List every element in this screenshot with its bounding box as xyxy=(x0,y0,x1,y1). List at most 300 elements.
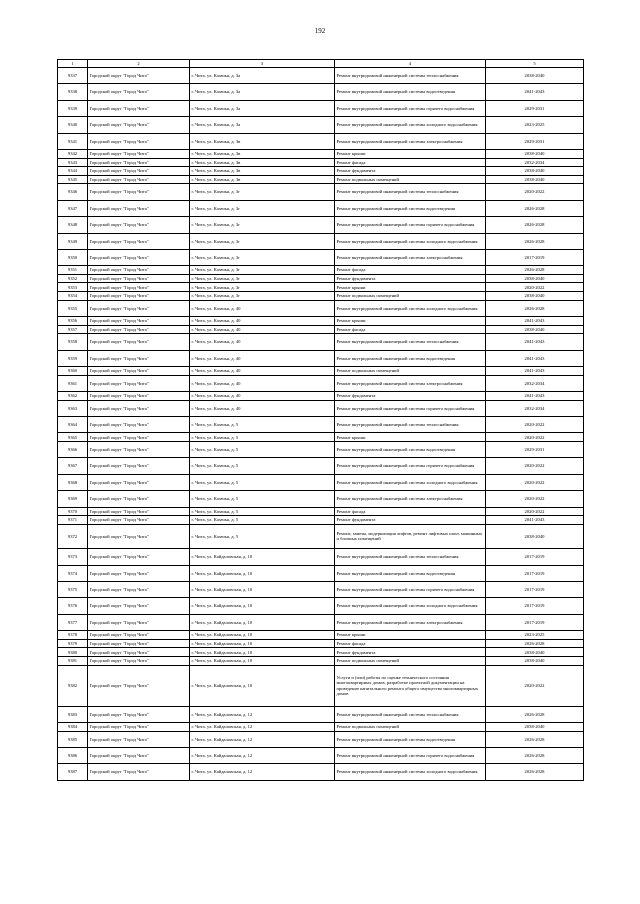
address-cell: г. Чита, ул. Казачья, д. 3г xyxy=(190,184,335,200)
address-cell: г. Чита, ул. Кайдаловская, д. 12 xyxy=(190,731,335,747)
row-number-cell: 9365 xyxy=(58,433,88,442)
work-type-cell: Ремонт внутридомовой инженерной системы холодного водоснабжения xyxy=(335,233,486,249)
period-cell: 2026-2028 xyxy=(486,217,584,233)
municipality-cell: Городской округ "Город Чита" xyxy=(88,133,190,149)
work-type-cell: Ремонт подвальных помещений xyxy=(335,292,486,301)
address-cell: г. Чита, ул. Казачья, д. 3г xyxy=(190,249,335,265)
municipality-cell: Городской округ "Город Чита" xyxy=(88,367,190,376)
municipality-cell: Городской округ "Город Чита" xyxy=(88,249,190,265)
work-type-cell: Ремонт внутридомовой инженерной системы теплоснабжения xyxy=(335,184,486,200)
address-cell: г. Чита, ул. Казачья, д. 40 xyxy=(190,375,335,391)
address-cell: г. Чита, ул. Кайдаловская, д. 10 xyxy=(190,549,335,565)
address-cell: г. Чита, ул. Казачья, д. 5 xyxy=(190,433,335,442)
row-number-cell: 9340 xyxy=(58,117,88,133)
address-cell: г. Чита, ул. Казачья, д. 3г xyxy=(190,266,335,275)
row-number-cell: 9352 xyxy=(58,274,88,283)
municipality-cell: Городской округ "Город Чита" xyxy=(88,158,190,167)
row-number-cell: 9350 xyxy=(58,249,88,265)
address-cell: г. Чита, ул. Кайдаловская, д. 12 xyxy=(190,706,335,722)
work-type-cell: Ремонт внутридомовой инженерной системы холодного водоснабжения xyxy=(335,300,486,316)
row-number-cell: 9385 xyxy=(58,731,88,747)
municipality-cell: Городской округ "Город Чита" xyxy=(88,516,190,525)
work-type-cell: Ремонт крыши xyxy=(335,317,486,326)
row-number-cell: 9357 xyxy=(58,325,88,334)
row-number-cell: 9384 xyxy=(58,722,88,731)
period-cell: 2026-2028 xyxy=(486,266,584,275)
work-type-cell: Ремонт внутридомовой инженерной системы горячего водоснабжения xyxy=(335,400,486,416)
municipality-cell: Городской округ "Город Чита" xyxy=(88,200,190,216)
address-cell: г. Чита, ул. Казачья, д. 3г xyxy=(190,217,335,233)
municipality-cell: Городской округ "Город Чита" xyxy=(88,582,190,598)
table-row xyxy=(58,392,584,401)
period-cell: 2020-2022 xyxy=(486,507,584,516)
municipality-cell: Городской округ "Город Чита" xyxy=(88,117,190,133)
row-number-cell: 9338 xyxy=(58,84,88,100)
table-row xyxy=(58,565,584,581)
row-number-cell: 9379 xyxy=(58,639,88,648)
table-row xyxy=(58,706,584,722)
address-cell: г. Чита, ул. Казачья, д. 3г xyxy=(190,292,335,301)
address-cell: г. Чита, ул. Казачья, д. 3а xyxy=(190,117,335,133)
work-type-cell: Ремонт крыши xyxy=(335,283,486,292)
municipality-cell: Городской округ "Город Чита" xyxy=(88,416,190,432)
municipality-cell: Городской округ "Город Чита" xyxy=(88,283,190,292)
period-cell: 2032-2034 xyxy=(486,375,584,391)
municipality-cell: Городской округ "Город Чита" xyxy=(88,433,190,442)
period-cell: 2041-2043 xyxy=(486,84,584,100)
capital-repair-table xyxy=(57,59,584,781)
period-cell: 2029-2031 xyxy=(486,133,584,149)
row-number-cell: 9370 xyxy=(58,507,88,516)
table-row xyxy=(58,507,584,516)
period-cell: 2038-2040 xyxy=(486,524,584,549)
row-number-cell: 9375 xyxy=(58,582,88,598)
period-cell: 2026-2028 xyxy=(486,200,584,216)
municipality-cell: Городской округ "Город Чита" xyxy=(88,731,190,747)
address-cell: г. Чита, ул. Казачья, д. 3в xyxy=(190,133,335,149)
table-row xyxy=(58,416,584,432)
address-cell: г. Чита, ул. Кайдаловская, д. 10 xyxy=(190,648,335,657)
period-cell: 2026-2028 xyxy=(486,300,584,316)
row-number-cell: 9342 xyxy=(58,149,88,158)
period-cell: 2029-2031 xyxy=(486,100,584,116)
table-row xyxy=(58,524,584,549)
work-type-cell: Ремонт внутридомовой инженерной системы электроснабжения xyxy=(335,249,486,265)
municipality-cell: Городской округ "Город Чита" xyxy=(88,549,190,565)
table-row xyxy=(58,639,584,648)
period-cell: 2029-2031 xyxy=(486,441,584,457)
table-row xyxy=(58,458,584,474)
row-number-cell: 9377 xyxy=(58,614,88,630)
table-row xyxy=(58,367,584,376)
table-row xyxy=(58,283,584,292)
column-header: 3 xyxy=(190,60,335,68)
work-type-cell: Ремонт внутридомовой инженерной системы теплоснабжения xyxy=(335,416,486,432)
period-cell: 2026-2028 xyxy=(486,764,584,780)
row-number-cell: 9372 xyxy=(58,524,88,549)
work-type-cell: Ремонт внутридомовой инженерной системы электроснабжения xyxy=(335,375,486,391)
address-cell: г. Чита, ул. Казачья, д. 5 xyxy=(190,524,335,549)
row-number-cell: 9339 xyxy=(58,100,88,116)
work-type-cell: Ремонт внутридомовой инженерной системы теплоснабжения xyxy=(335,549,486,565)
municipality-cell: Городской округ "Город Чита" xyxy=(88,507,190,516)
table-row xyxy=(58,217,584,233)
period-cell: 2038-2040 xyxy=(486,167,584,176)
work-type-cell: Ремонт подвальных помещений xyxy=(335,367,486,376)
period-cell: 2023-2025 xyxy=(486,631,584,640)
address-cell: г. Чита, ул. Кайдаловская, д. 10 xyxy=(190,582,335,598)
table-row xyxy=(58,400,584,416)
address-cell: г. Чита, ул. Казачья, д. 40 xyxy=(190,367,335,376)
table-row xyxy=(58,474,584,490)
row-number-cell: 9359 xyxy=(58,350,88,366)
municipality-cell: Городской округ "Город Чита" xyxy=(88,392,190,401)
table-row xyxy=(58,747,584,763)
period-cell: 2041-2043 xyxy=(486,392,584,401)
work-type-cell: Ремонт фасада xyxy=(335,325,486,334)
work-type-cell: Ремонт крыши xyxy=(335,433,486,442)
address-cell: г. Чита, ул. Кайдаловская, д. 10 xyxy=(190,614,335,630)
work-type-cell: Ремонт фасада xyxy=(335,266,486,275)
municipality-cell: Городской округ "Город Чита" xyxy=(88,747,190,763)
municipality-cell: Городской округ "Город Чита" xyxy=(88,614,190,630)
work-type-cell: Ремонт фундамента xyxy=(335,392,486,401)
work-type-cell: Ремонт фасада xyxy=(335,507,486,516)
municipality-cell: Городской округ "Город Чита" xyxy=(88,656,190,665)
row-number-cell: 9347 xyxy=(58,200,88,216)
municipality-cell: Городской округ "Город Чита" xyxy=(88,325,190,334)
work-type-cell: Услуги и (или) работы по оценке технического состояния многоквартирных домов, разработке проектной документации на проведение капитального ремонта общего имущества многоквартирных домов xyxy=(335,665,486,706)
table-row xyxy=(58,133,584,149)
row-number-cell: 9373 xyxy=(58,549,88,565)
period-cell: 2020-2022 xyxy=(486,474,584,490)
address-cell: г. Чита, ул. Казачья, д. 3а xyxy=(190,84,335,100)
work-type-cell: Ремонт фундамента xyxy=(335,516,486,525)
work-type-cell: Ремонт внутридомовой инженерной системы теплоснабжения xyxy=(335,68,486,84)
work-type-cell: Ремонт фундамента xyxy=(335,167,486,176)
work-type-cell: Ремонт внутридомовой инженерной системы водоотведения xyxy=(335,565,486,581)
period-cell: 2038-2040 xyxy=(486,274,584,283)
period-cell: 2026-2028 xyxy=(486,233,584,249)
period-cell: 2020-2022 xyxy=(486,458,584,474)
address-cell: г. Чита, ул. Казачья, д. 3а xyxy=(190,100,335,116)
period-cell: 2038-2040 xyxy=(486,722,584,731)
municipality-cell: Городской округ "Город Чита" xyxy=(88,68,190,84)
table-row xyxy=(58,325,584,334)
period-cell: 2026-2028 xyxy=(486,747,584,763)
municipality-cell: Городской округ "Город Чита" xyxy=(88,274,190,283)
work-type-cell: Ремонт фасада xyxy=(335,639,486,648)
work-type-cell: Ремонт фундамента xyxy=(335,274,486,283)
address-cell: г. Чита, ул. Казачья, д. 40 xyxy=(190,334,335,350)
row-number-cell: 9337 xyxy=(58,68,88,84)
address-cell: г. Чита, ул. Казачья, д. 3г xyxy=(190,200,335,216)
work-type-cell: Ремонт внутридомовой инженерной системы холодного водоснабжения xyxy=(335,474,486,490)
work-type-cell: Ремонт внутридомовой инженерной системы горячего водоснабжения xyxy=(335,100,486,116)
work-type-cell: Ремонт внутридомовой инженерной системы холодного водоснабжения xyxy=(335,764,486,780)
table-row xyxy=(58,598,584,614)
municipality-cell: Городской округ "Город Чита" xyxy=(88,491,190,507)
municipality-cell: Городской округ "Город Чита" xyxy=(88,648,190,657)
period-cell: 2017-2019 xyxy=(486,565,584,581)
address-cell: г. Чита, ул. Казачья, д. 40 xyxy=(190,300,335,316)
period-cell: 2017-2019 xyxy=(486,614,584,630)
row-number-cell: 9374 xyxy=(58,565,88,581)
table-row xyxy=(58,582,584,598)
period-cell: 2020-2022 xyxy=(486,491,584,507)
address-cell: г. Чита, ул. Кайдаловская, д. 10 xyxy=(190,565,335,581)
period-cell: 2020-2022 xyxy=(486,184,584,200)
municipality-cell: Городской округ "Город Чита" xyxy=(88,350,190,366)
row-number-cell: 9368 xyxy=(58,474,88,490)
municipality-cell: Городской округ "Город Чита" xyxy=(88,149,190,158)
period-cell: 2038-2040 xyxy=(486,175,584,184)
table-row xyxy=(58,631,584,640)
period-cell: 2020-2022 xyxy=(486,283,584,292)
period-cell: 2026-2028 xyxy=(486,706,584,722)
table-row xyxy=(58,334,584,350)
period-cell: 2038-2040 xyxy=(486,68,584,84)
period-cell: 2038-2040 xyxy=(486,325,584,334)
address-cell: г. Чита, ул. Казачья, д. 3г xyxy=(190,233,335,249)
address-cell: г. Чита, ул. Казачья, д. 40 xyxy=(190,317,335,326)
address-cell: г. Чита, ул. Казачья, д. 3в xyxy=(190,158,335,167)
work-type-cell: Ремонт внутридомовой инженерной системы горячего водоснабжения xyxy=(335,217,486,233)
work-type-cell: Ремонт внутридомовой инженерной системы водоотведения xyxy=(335,731,486,747)
row-number-cell: 9366 xyxy=(58,441,88,457)
work-type-cell: Ремонт внутридомовой инженерной системы водоотведения xyxy=(335,84,486,100)
period-cell: 2038-2040 xyxy=(486,292,584,301)
address-cell: г. Чита, ул. Казачья, д. 3в xyxy=(190,167,335,176)
work-type-cell: Ремонт внутридомовой инженерной системы водоотведения xyxy=(335,200,486,216)
row-number-cell: 9351 xyxy=(58,266,88,275)
municipality-cell: Городской округ "Город Чита" xyxy=(88,764,190,780)
municipality-cell: Городской округ "Город Чита" xyxy=(88,84,190,100)
municipality-cell: Городской округ "Город Чита" xyxy=(88,100,190,116)
municipality-cell: Городской округ "Город Чита" xyxy=(88,400,190,416)
municipality-cell: Городской округ "Город Чита" xyxy=(88,665,190,706)
work-type-cell: Ремонт внутридомовой инженерной системы электроснабжения xyxy=(335,133,486,149)
table-row xyxy=(58,292,584,301)
table-row xyxy=(58,375,584,391)
work-type-cell: Ремонт внутридомовой инженерной системы холодного водоснабжения xyxy=(335,598,486,614)
table-row xyxy=(58,317,584,326)
table-row xyxy=(58,117,584,133)
table-row xyxy=(58,200,584,216)
municipality-cell: Городской округ "Город Чита" xyxy=(88,706,190,722)
municipality-cell: Городской округ "Город Чита" xyxy=(88,524,190,549)
row-number-cell: 9380 xyxy=(58,648,88,657)
municipality-cell: Городской округ "Город Чита" xyxy=(88,441,190,457)
address-cell: г. Чита, ул. Казачья, д. 40 xyxy=(190,392,335,401)
address-cell: г. Чита, ул. Казачья, д. 3а xyxy=(190,68,335,84)
municipality-cell: Городской округ "Город Чита" xyxy=(88,266,190,275)
period-cell: 2020-2022 xyxy=(486,416,584,432)
work-type-cell: Ремонт подвальных помещений xyxy=(335,722,486,731)
address-cell: г. Чита, ул. Кайдаловская, д. 12 xyxy=(190,747,335,763)
address-cell: г. Чита, ул. Казачья, д. 5 xyxy=(190,491,335,507)
row-number-cell: 9343 xyxy=(58,158,88,167)
address-cell: г. Чита, ул. Казачья, д. 5 xyxy=(190,516,335,525)
municipality-cell: Городской округ "Город Чита" xyxy=(88,184,190,200)
row-number-cell: 9354 xyxy=(58,292,88,301)
table-row xyxy=(58,158,584,167)
period-cell: 2026-2028 xyxy=(486,731,584,747)
address-cell: г. Чита, ул. Кайдаловская, д. 10 xyxy=(190,665,335,706)
table-row xyxy=(58,516,584,525)
table-row xyxy=(58,233,584,249)
municipality-cell: Городской округ "Город Чита" xyxy=(88,474,190,490)
column-header: 1 xyxy=(58,60,88,68)
row-number-cell: 9378 xyxy=(58,631,88,640)
period-cell: 2041-2043 xyxy=(486,516,584,525)
address-cell: г. Чита, ул. Кайдаловская, д. 12 xyxy=(190,764,335,780)
work-type-cell: Ремонт крыши xyxy=(335,631,486,640)
row-number-cell: 9360 xyxy=(58,367,88,376)
table-row xyxy=(58,167,584,176)
row-number-cell: 9376 xyxy=(58,598,88,614)
period-cell: 2017-2019 xyxy=(486,598,584,614)
address-cell: г. Чита, ул. Казачья, д. 3в xyxy=(190,175,335,184)
period-cell: 2017-2019 xyxy=(486,549,584,565)
municipality-cell: Городской округ "Город Чита" xyxy=(88,639,190,648)
row-number-cell: 9355 xyxy=(58,300,88,316)
row-number-cell: 9356 xyxy=(58,317,88,326)
table-row xyxy=(58,764,584,780)
table-row xyxy=(58,433,584,442)
address-cell: г. Чита, ул. Казачья, д. 5 xyxy=(190,474,335,490)
address-cell: г. Чита, ул. Казачья, д. 3г xyxy=(190,283,335,292)
table-row xyxy=(58,184,584,200)
page-number: 192 xyxy=(314,27,326,35)
period-cell: 2032-2034 xyxy=(486,158,584,167)
address-cell: г. Чита, ул. Казачья, д. 3в xyxy=(190,149,335,158)
header-row xyxy=(58,60,584,68)
table-row xyxy=(58,665,584,706)
municipality-cell: Городской округ "Город Чита" xyxy=(88,292,190,301)
municipality-cell: Городской округ "Город Чита" xyxy=(88,334,190,350)
table-row xyxy=(58,549,584,565)
period-cell: 2020-2022 xyxy=(486,433,584,442)
row-number-cell: 9344 xyxy=(58,167,88,176)
table-row xyxy=(58,300,584,316)
table-row xyxy=(58,249,584,265)
table-row xyxy=(58,274,584,283)
row-number-cell: 9346 xyxy=(58,184,88,200)
row-number-cell: 9341 xyxy=(58,133,88,149)
work-type-cell: Ремонт подвальных помещений xyxy=(335,656,486,665)
period-cell: 2041-2043 xyxy=(486,334,584,350)
work-type-cell: Ремонт, замена, модернизация лифтов, ремонт лифтовых шахт, машинных и блочных помещений xyxy=(335,524,486,549)
period-cell: 2032-2034 xyxy=(486,400,584,416)
row-number-cell: 9362 xyxy=(58,392,88,401)
municipality-cell: Городской округ "Город Чита" xyxy=(88,598,190,614)
municipality-cell: Городской округ "Город Чита" xyxy=(88,631,190,640)
work-type-cell: Ремонт внутридомовой инженерной системы холодного водоснабжения xyxy=(335,117,486,133)
table-row xyxy=(58,350,584,366)
row-number-cell: 9367 xyxy=(58,458,88,474)
row-number-cell: 9387 xyxy=(58,764,88,780)
table-row xyxy=(58,648,584,657)
table-row xyxy=(58,441,584,457)
table-row xyxy=(58,614,584,630)
column-header: 4 xyxy=(335,60,486,68)
address-cell: г. Чита, ул. Кайдаловская, д. 10 xyxy=(190,639,335,648)
work-type-cell: Ремонт внутридомовой инженерной системы электроснабжения xyxy=(335,491,486,507)
work-type-cell: Ремонт внутридомовой инженерной системы горячего водоснабжения xyxy=(335,582,486,598)
column-header: 2 xyxy=(88,60,190,68)
municipality-cell: Городской округ "Город Чита" xyxy=(88,167,190,176)
table-row xyxy=(58,266,584,275)
row-number-cell: 9381 xyxy=(58,656,88,665)
table-row xyxy=(58,84,584,100)
address-cell: г. Чита, ул. Казачья, д. 5 xyxy=(190,441,335,457)
row-number-cell: 9369 xyxy=(58,491,88,507)
address-cell: г. Чита, ул. Кайдаловская, д. 10 xyxy=(190,598,335,614)
work-type-cell: Ремонт внутридомовой инженерной системы электроснабжения xyxy=(335,614,486,630)
row-number-cell: 9383 xyxy=(58,706,88,722)
row-number-cell: 9348 xyxy=(58,217,88,233)
address-cell: г. Чита, ул. Казачья, д. 40 xyxy=(190,350,335,366)
row-number-cell: 9386 xyxy=(58,747,88,763)
work-type-cell: Ремонт крыши xyxy=(335,149,486,158)
address-cell: г. Чита, ул. Кайдаловская, д. 10 xyxy=(190,631,335,640)
work-type-cell: Ремонт фундамента xyxy=(335,648,486,657)
municipality-cell: Городской округ "Город Чита" xyxy=(88,175,190,184)
work-type-cell: Ремонт внутридомовой инженерной системы теплоснабжения xyxy=(335,334,486,350)
period-cell: 2038-2040 xyxy=(486,656,584,665)
municipality-cell: Городской округ "Город Чита" xyxy=(88,722,190,731)
row-number-cell: 9349 xyxy=(58,233,88,249)
row-number-cell: 9345 xyxy=(58,175,88,184)
municipality-cell: Городской округ "Город Чита" xyxy=(88,317,190,326)
work-type-cell: Ремонт подвальных помещений xyxy=(335,175,486,184)
municipality-cell: Городской округ "Город Чита" xyxy=(88,565,190,581)
period-cell: 2020-2022 xyxy=(486,665,584,706)
period-cell: 2026-2028 xyxy=(486,639,584,648)
period-cell: 2017-2019 xyxy=(486,249,584,265)
row-number-cell: 9361 xyxy=(58,375,88,391)
period-cell: 2017-2019 xyxy=(486,582,584,598)
address-cell: г. Чита, ул. Казачья, д. 5 xyxy=(190,507,335,516)
work-type-cell: Ремонт фасада xyxy=(335,158,486,167)
table-row xyxy=(58,731,584,747)
table-row xyxy=(58,149,584,158)
row-number-cell: 9382 xyxy=(58,665,88,706)
row-number-cell: 9353 xyxy=(58,283,88,292)
work-type-cell: Ремонт внутридомовой инженерной системы теплоснабжения xyxy=(335,706,486,722)
municipality-cell: Городской округ "Город Чита" xyxy=(88,458,190,474)
address-cell: г. Чита, ул. Кайдаловская, д. 10 xyxy=(190,656,335,665)
table-row xyxy=(58,491,584,507)
work-type-cell: Ремонт внутридомовой инженерной системы водоотведения xyxy=(335,441,486,457)
address-cell: г. Чита, ул. Казачья, д. 40 xyxy=(190,325,335,334)
period-cell: 2041-2043 xyxy=(486,350,584,366)
municipality-cell: Городской округ "Город Чита" xyxy=(88,217,190,233)
period-cell: 2041-2043 xyxy=(486,367,584,376)
row-number-cell: 9371 xyxy=(58,516,88,525)
table-row xyxy=(58,175,584,184)
address-cell: г. Чита, ул. Казачья, д. 3г xyxy=(190,274,335,283)
period-cell: 2041-2043 xyxy=(486,317,584,326)
column-header: 5 xyxy=(486,60,584,68)
municipality-cell: Городской округ "Город Чита" xyxy=(88,233,190,249)
table-row xyxy=(58,100,584,116)
municipality-cell: Городской округ "Город Чита" xyxy=(88,375,190,391)
address-cell: г. Чита, ул. Кайдаловская, д. 12 xyxy=(190,722,335,731)
municipality-cell: Городской округ "Город Чита" xyxy=(88,300,190,316)
period-cell: 2038-2040 xyxy=(486,648,584,657)
